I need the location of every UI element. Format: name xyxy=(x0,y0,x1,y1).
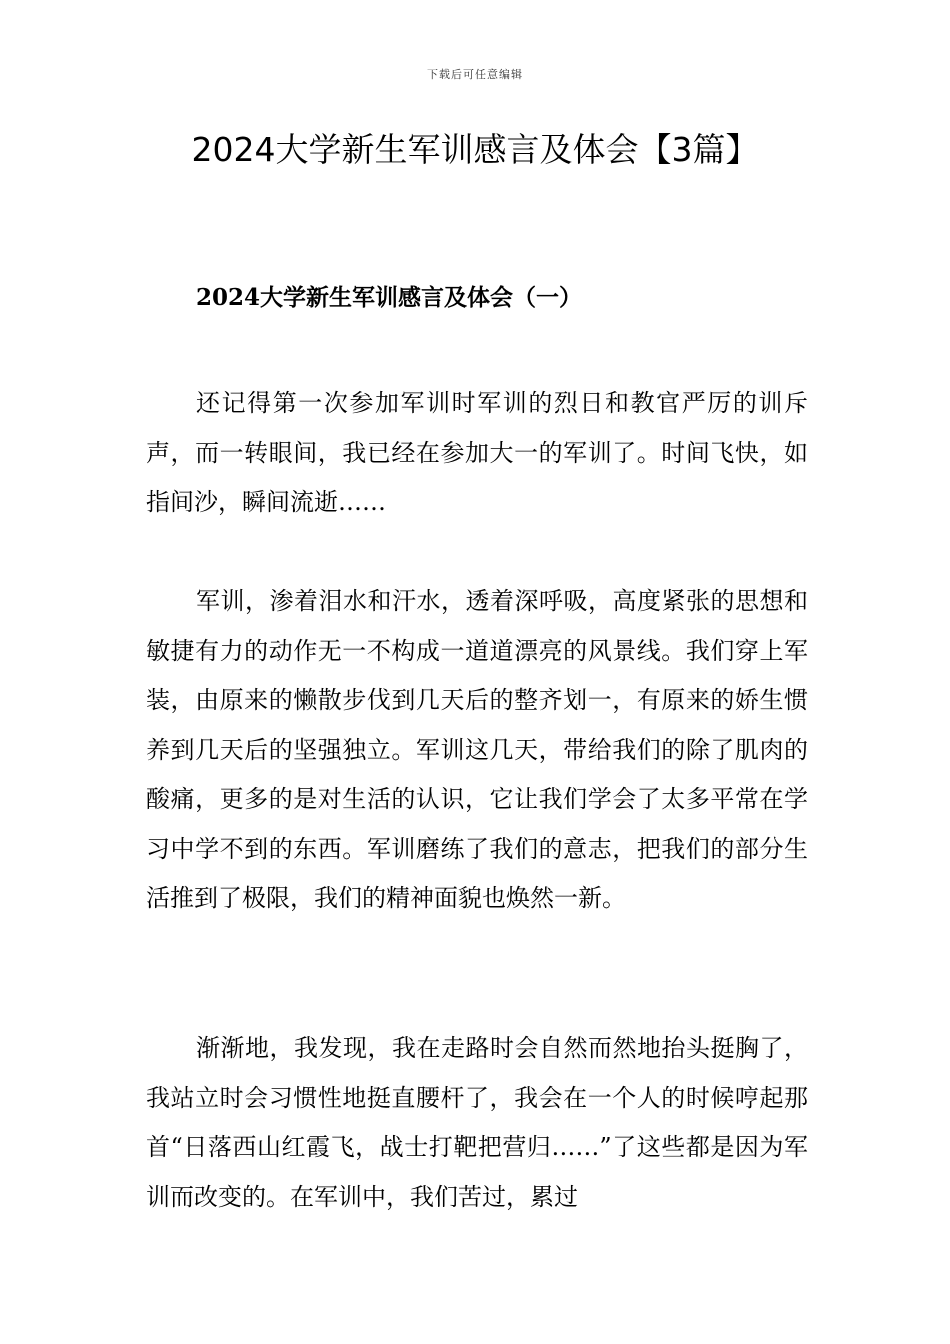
paragraph-1: 还记得第一次参加军训时军训的烈日和教官严厉的训斥声，而一转眼间，我已经在参加大一的军训了。时间飞快，如指间沙，瞬间流逝…… xyxy=(146,389,808,516)
download-note: 下载后可任意编辑 xyxy=(427,68,523,81)
paragraph-2: 军训，渗着泪水和汗水，透着深呼吸，高度紧张的思想和敏捷有力的动作无一不构成一道道漂亮的风景线。我们穿上军装，由原来的懒散步伐到几天后的整齐划一，有原来的娇生惯养到几天后的坚强独立。军训这几天，带给我们的除了肌肉的酸痛，更多的是对生活的认识，它让我们学会了太多平常在学习中学不到的东西。军训磨练了我们的意志，把我们的部分生活推到了极限，我们的精神面貌也焕然一新。 xyxy=(146,587,808,912)
paragraph-3: 渐渐地，我发现，我在走路时会自然而然地抬头挺胸了，我站立时会习惯性地挺直腰杆了，我会在一个人的时候哼起那首“日落西山红霞飞，战士打靶把营归……”了这些都是因为军训而改变的。在军训中，我们苦过，累过 xyxy=(146,1034,808,1211)
document-title: 2024大学新生军训感言及体会【3篇】 xyxy=(191,130,759,169)
section-heading: 2024大学新生军训感言及体会（一） xyxy=(196,284,583,311)
